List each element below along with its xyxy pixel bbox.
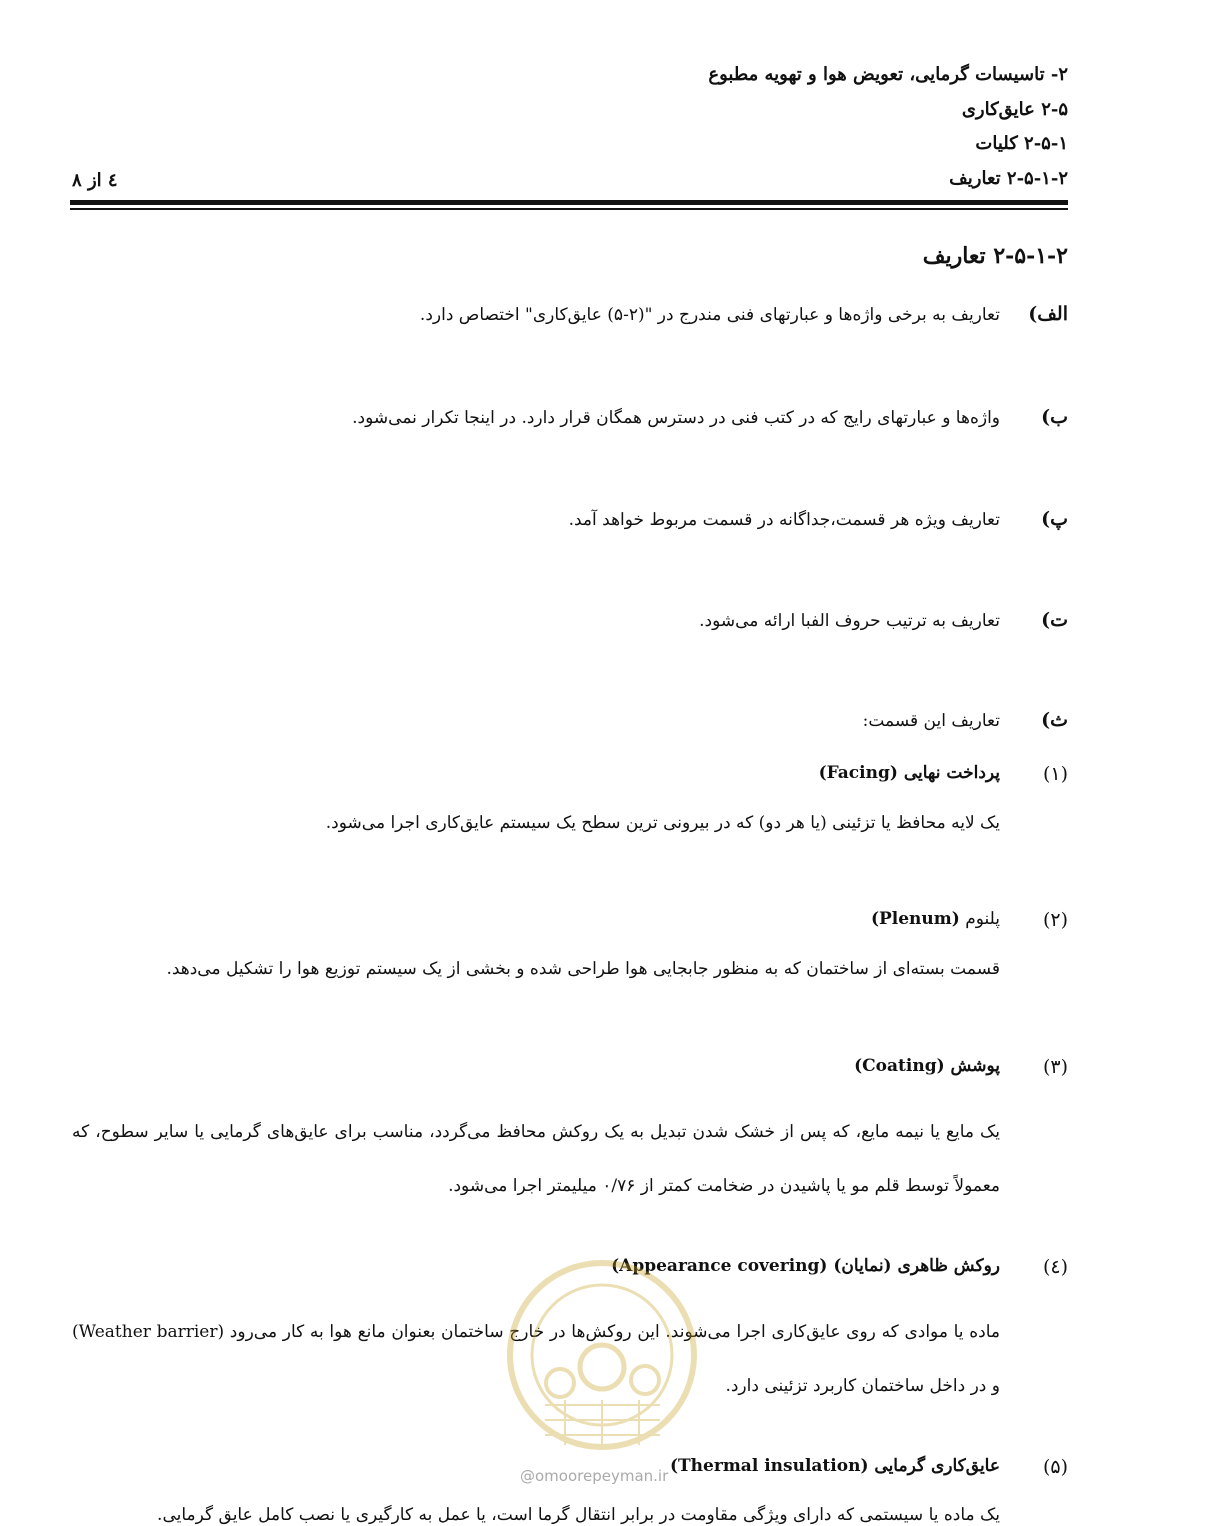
definition-description: قسمت بسته‌ای از ساختمان که به منظور جابجایی هوا طراحی شده و بخشی از یک سیستم توزیع هوا را تشکیل می‌دهد. <box>166 959 1000 979</box>
definition-description: یک لایه محافظ یا تزئینی (یا هر دو) که در بیرونی ترین سطح یک سیستم عایق‌کاری اجرا می‌شود. <box>325 813 1000 833</box>
item-marker: پ) <box>1041 508 1068 530</box>
header-subsubsection: ۲-۵-۱-۲ تعاریف <box>949 168 1068 189</box>
definition-term: روکش ظاهری (نمایان) (Appearance covering) <box>611 1256 1000 1276</box>
section-title: ۲-۵-۱-۲ تعاریف <box>922 243 1068 269</box>
item-text: تعاریف به برخی واژه‌ها و عبارتهای فنی مندرج در "(۲-۵) عایق‌کاری" اختصاص دارد. <box>419 305 1000 325</box>
item-marker: ت) <box>1041 609 1068 631</box>
definition-term: پوشش (Coating) <box>854 1056 1000 1076</box>
definition-term: پرداخت نهایی (Facing) <box>818 763 1000 783</box>
item-marker: ب) <box>1041 406 1068 428</box>
definition-number: (۵) <box>1042 1456 1068 1478</box>
header-chapter: ۲- تاسیسات گرمایی، تعویض هوا و تهویه مطبوع <box>708 64 1068 85</box>
definition-number: (٤) <box>1042 1256 1068 1278</box>
definition-description: ماده یا موادی که روی عایق‌کاری اجرا می‌شوند. این روکش‌ها در خارج ساختمان بعنوان مانع هوا به کار می‌رود (Weather barrier) و در داخل ساختمان کاربرد تزئینی دارد. <box>72 1322 1000 1396</box>
item-text: واژه‌ها و عبارتهای رایج که در کتب فنی در دسترس همگان قرار دارد. در اینجا تکرار نمی‌شود. <box>352 408 1000 428</box>
header-divider-thick <box>70 200 1068 205</box>
item-marker: الف) <box>1028 303 1068 325</box>
header-subsection: ۲-۵-۱ کلیات <box>975 133 1068 154</box>
item-marker: ث) <box>1041 709 1068 731</box>
definition-term <box>871 909 1000 929</box>
definition-term-en: (Plenum) <box>870 909 960 929</box>
page-number: ٤ از ۸ <box>72 170 118 191</box>
definition-description: یک مایع یا نیمه مایع، که پس از خشک شدن تبدیل به یک روکش محافظ می‌گردد، مناسب برای عایق‌های گرمایی یا سایر سطوح، که معمولاً توسط قلم مو یا پاشیدن در ضخامت کمتر از ۰/۷۶ میلیمتر اجرا می‌شود. <box>72 1122 1000 1196</box>
header-section: ۲-۵ عایق‌کاری <box>961 99 1068 120</box>
item-text: تعاریف به ترتیب حروف الفبا ارائه می‌شود. <box>699 611 1000 631</box>
definition-number: (۳) <box>1042 1056 1068 1078</box>
definition-term-fa: پلنوم <box>965 909 1000 929</box>
item-text: تعاریف ویژه هر قسمت،جداگانه در قسمت مربوط خواهد آمد. <box>568 510 1000 530</box>
item-text: تعاریف این قسمت: <box>862 711 1000 731</box>
definition-term: عایق‌کاری گرمایی (Thermal insulation) <box>669 1456 1000 1476</box>
definition-description: یک ماده یا سیستمی که دارای ویژگی مقاومت در برابر انتقال گرما است، یا عمل به کارگیری یا نصب کامل عایق گرمایی. <box>157 1505 1000 1525</box>
header-divider-thin <box>70 208 1068 210</box>
watermark-text: @omoorepeyman.ir <box>520 1467 669 1485</box>
definition-number: (۲) <box>1042 909 1068 931</box>
definition-number: (۱) <box>1042 763 1068 785</box>
